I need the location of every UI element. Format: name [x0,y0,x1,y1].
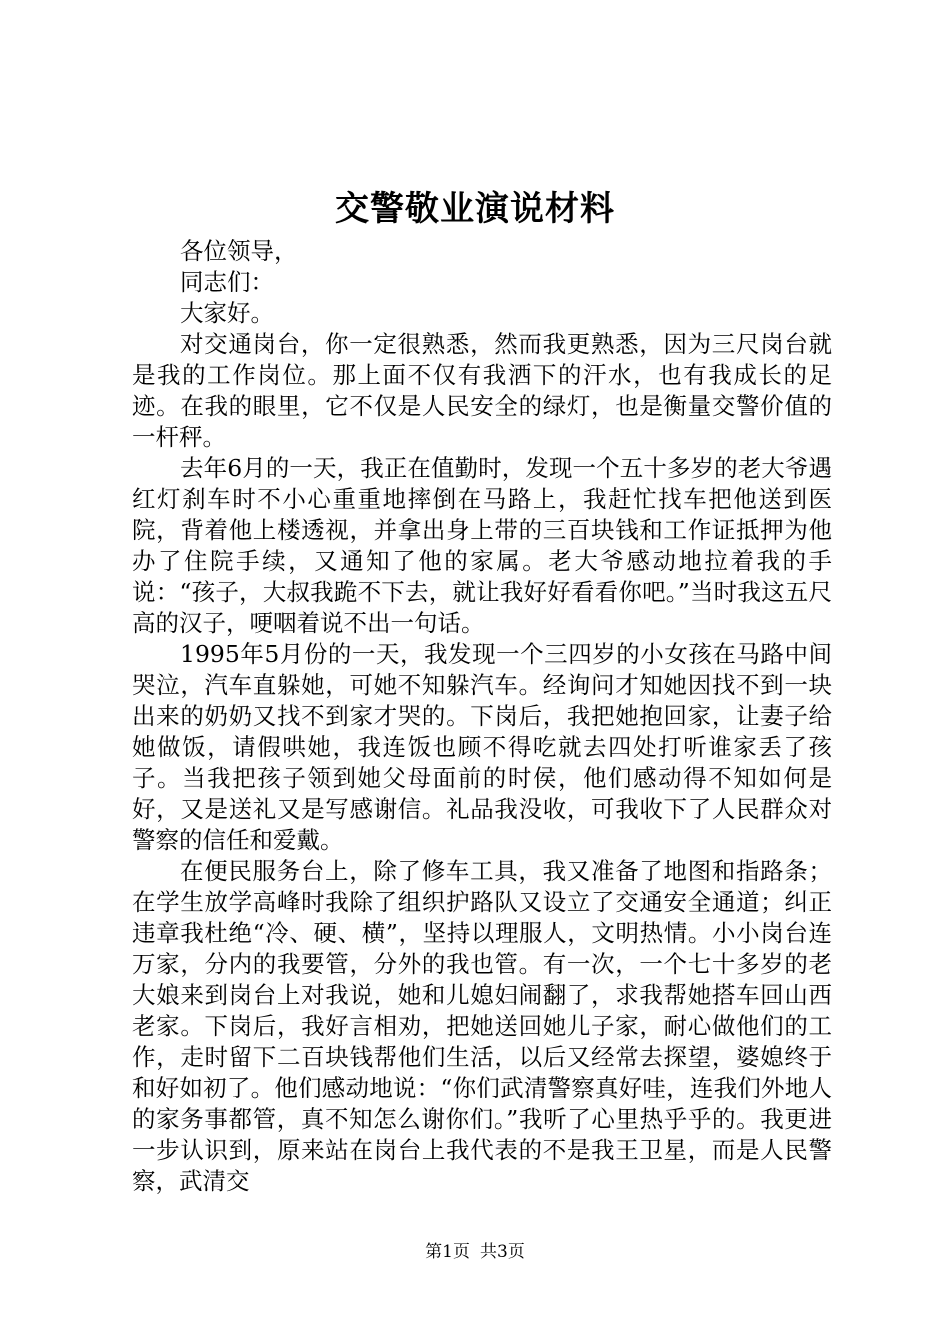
body-paragraph: 对交通岗台，你一定很熟悉，然而我更熟悉，因为三尺岗台就是我的工作岗位。那上面不仅有我洒下的汗水，也有我成长的足迹。在我的眼里，它不仅是人民安全的绿灯，也是衡量交警价值的一杆秤。 [132,330,832,451]
document-title: 交警敬业演说材料 [335,189,615,229]
body-paragraph: 在便民服务台上，除了修车工具，我又准备了地图和指路条；在学生放学高峰时我除了组织护路队又设立了交通安全通道；纠正违章我杜绝“冷、硬、横”，坚持以理服人，文明热情。小小岗台连万家，分内的我要管，分外的我也管。有一次，一个七十多岁的老大娘来到岗台上对我说，她和儿媳妇闹翻了，求我帮她搭车回山西老家。下岗后，我好言相劝，把她送回她儿子家，耐心做他们的工作，走时留下二百块钱帮他们生活，以后又经常去探望，婆媳终于和好如初了。他们感动地说：“你们武清警察真好哇，连我们外地人的家务事都管，真不知怎么谢你们。”我听了心里热乎乎的。我更进一步认识到，原来站在岗台上我代表的不是我王卫星，而是人民警察，武清交 [132,857,832,1195]
body-paragraph: 去年6月的一天，我正在值勤时，发现一个五十多岁的老大爷遇红灯刹车时不小心重重地摔倒在马路上，我赶忙找车把他送到医院，背着他上楼透视，并拿出身上带的三百块钱和工作证抵押为他办了住院手续，又通知了他的家属。老大爷感动地拉着我的手说：“孩子，大叔我跪不下去，就让我好好看看你吧。”当时我这五尺高的汉子，哽咽着说不出一句话。 [132,454,832,637]
greeting-line: 大家好。 [180,299,274,327]
document-body [132,236,832,1197]
greeting-line: 各位领导， [180,237,298,265]
body-paragraph: 1995年5月份的一天，我发现一个三四岁的小女孩在马路中间哭泣，汽车直躲她，可她不知躲汽车。经询问才知她因找不到一块出来的奶奶又找不到家才哭的。下岗后，我把她抱回家，让妻子给她做饭，请假哄她，我连饭也顾不得吃就去四处打听谁家丢了孩子。当我把孩子领到她父母面前的时侯，他们感动得不知如何是好，又是送礼又是写感谢信。礼品我没收，可我收下了人民群众对警察的信任和爱戴。 [132,640,832,854]
page-total: 共3页 [480,1242,525,1262]
page-number: 第1页 [425,1242,470,1262]
page-footer [0,1240,950,1264]
greeting-line: 同志们： [180,268,274,296]
